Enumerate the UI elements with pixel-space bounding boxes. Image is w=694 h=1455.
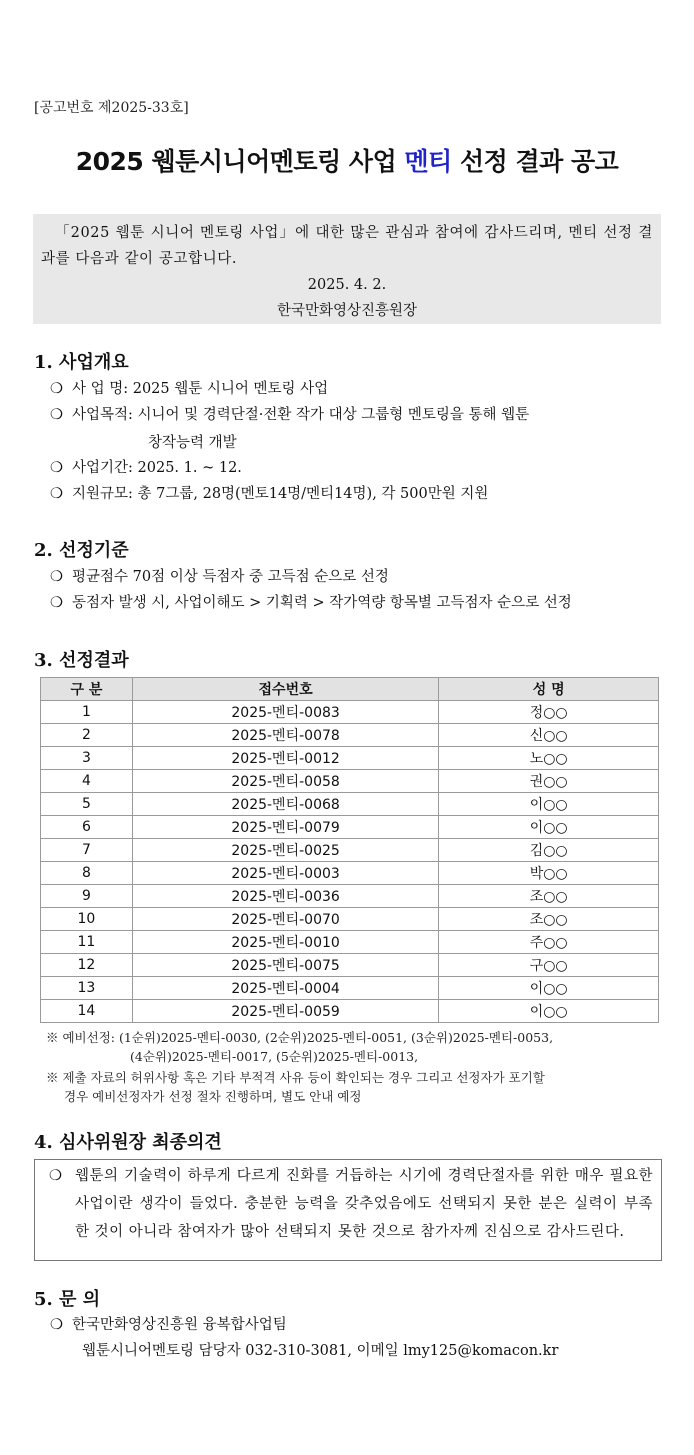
section1-item-text: 사업기간: 2025. 1. ~ 12. [72, 460, 242, 476]
receipt-number: 2025-멘티-0078 [132, 724, 439, 747]
table-row [41, 770, 659, 793]
column-header: 접수번호 [132, 678, 439, 701]
receipt-number: 2025-멘티-0036 [132, 885, 439, 908]
section1-item-text: 지원규모: 총 7그룹, 28명(멘토14명/멘티14명), 각 500만원 지원 [72, 486, 489, 502]
table-row [41, 931, 659, 954]
column-header: 구 분 [41, 678, 133, 701]
row-number: 5 [41, 793, 133, 816]
disqualify-note-continued: 경우 예비선정자가 선정 절차 진행하며, 별도 안내 예정 [64, 1089, 362, 1104]
receipt-number: 2025-멘티-0075 [132, 954, 439, 977]
applicant-name: 이○○ [439, 1000, 659, 1023]
title-highlight: 멘티 [404, 147, 452, 176]
section2-item [50, 591, 572, 615]
section3-heading: 3. 선정결과 [34, 650, 129, 671]
row-number: 10 [41, 908, 133, 931]
results-table [40, 677, 659, 1023]
receipt-number: 2025-멘티-0003 [132, 862, 439, 885]
bullet-circle-icon: ❍ [50, 569, 63, 585]
column-header: 성 명 [439, 678, 659, 701]
applicant-name: 주○○ [439, 931, 659, 954]
section2-item [50, 565, 389, 589]
bullet-circle-icon: ❍ [50, 1317, 63, 1333]
row-number: 4 [41, 770, 133, 793]
title-suffix: 선정 결과 공고 [451, 147, 619, 176]
section4-heading: 4. 심사위원장 최종의견 [34, 1132, 222, 1153]
intro-box [33, 214, 661, 324]
table-row [41, 839, 659, 862]
bullet-circle-icon: ❍ [50, 460, 63, 476]
receipt-number: 2025-멘티-0004 [132, 977, 439, 1000]
row-number: 1 [41, 701, 133, 724]
applicant-name: 김○○ [439, 839, 659, 862]
receipt-number: 2025-멘티-0070 [132, 908, 439, 931]
section1-item [50, 482, 488, 506]
applicant-name: 조○○ [439, 885, 659, 908]
table-row [41, 885, 659, 908]
row-number: 14 [41, 1000, 133, 1023]
bullet-circle-icon: ❍ [50, 407, 63, 423]
section1-item-text: 사 업 명: 2025 웹툰 시니어 멘토링 사업 [72, 381, 329, 397]
row-number: 12 [41, 954, 133, 977]
intro-issuer: 한국만화영상진흥원장 [276, 303, 418, 319]
table-row [41, 1000, 659, 1023]
bullet-circle-icon: ❍ [50, 486, 63, 502]
applicant-name: 정○○ [439, 701, 659, 724]
receipt-number: 2025-멘티-0025 [132, 839, 439, 862]
intro-text: 「2025 웹툰 시니어 멘토링 사업」에 대한 많은 관심과 참여에 감사드리며, 멘티 선정 결과를 다음과 같이 공고합니다. [41, 225, 653, 267]
title-prefix: 2025 웹툰시니어멘토링 사업 [75, 147, 405, 176]
section1-item-text: 사업목적: 시니어 및 경력단절·전환 작가 대상 그룹형 멘토링을 통해 웹툰 [72, 407, 530, 423]
receipt-number: 2025-멘티-0059 [132, 1000, 439, 1023]
applicant-name: 이○○ [439, 793, 659, 816]
reserve-note: ※ 예비선정: (1순위)2025-멘티-0030, (2순위)2025-멘티-0051, (3순위)2025-멘티-0053, [46, 1030, 554, 1045]
bullet-circle-icon: ❍ [50, 381, 63, 397]
applicant-name: 권○○ [439, 770, 659, 793]
applicant-name: 박○○ [439, 862, 659, 885]
table-header-row [41, 678, 659, 701]
row-number: 2 [41, 724, 133, 747]
table-row [41, 816, 659, 839]
section1-heading: 1. 사업개요 [34, 352, 129, 373]
table-row [41, 701, 659, 724]
opinion-text: 웹툰의 기술력이 하루게 다르게 진화를 거듭하는 시기에 경력단절자를 위한 매우 필요한 사업이란 생각이 들었다. 충분한 능력을 갖추었음에도 선택되지 못한 분은 실력이 부족한 것이 아니라 참여자가 많아 선택되지 못한 것으로 참가자께 진심으로 감사드린다. [75, 1168, 653, 1240]
table-row [41, 724, 659, 747]
applicant-name: 노○○ [439, 747, 659, 770]
table-row [41, 954, 659, 977]
table-row [41, 908, 659, 931]
receipt-number: 2025-멘티-0012 [132, 747, 439, 770]
section2-heading: 2. 선정기준 [34, 540, 129, 561]
reserve-note-continued: (4순위)2025-멘티-0017, (5순위)2025-멘티-0013, [130, 1049, 419, 1064]
table-row [41, 747, 659, 770]
page-title [0, 142, 694, 178]
receipt-number: 2025-멘티-0058 [132, 770, 439, 793]
row-number: 8 [41, 862, 133, 885]
row-number: 11 [41, 931, 133, 954]
row-number: 7 [41, 839, 133, 862]
receipt-number: 2025-멘티-0068 [132, 793, 439, 816]
disqualify-note: ※ 제출 자료의 허위사항 혹은 기타 부적격 사유 등이 확인되는 경우 그리고 선정자가 포기할 [46, 1070, 545, 1085]
intro-date: 2025. 4. 2. [307, 277, 387, 293]
opinion-box [34, 1159, 662, 1261]
table-row [41, 793, 659, 816]
applicant-name: 이○○ [439, 977, 659, 1000]
receipt-number: 2025-멘티-0010 [132, 931, 439, 954]
contact-info: 웹툰시니어멘토링 담당자 032-310-3081, 이메일 lmy125@komacon.kr [82, 1343, 559, 1359]
bullet-circle-icon: ❍ [50, 595, 63, 611]
row-number: 6 [41, 816, 133, 839]
applicant-name: 이○○ [439, 816, 659, 839]
section1-item [50, 456, 242, 480]
section5-heading: 5. 문 의 [34, 1289, 101, 1310]
notice-number: [공고번호 제2025-33호] [34, 100, 189, 116]
applicant-name: 조○○ [439, 908, 659, 931]
receipt-number: 2025-멘티-0083 [132, 701, 439, 724]
contact-org [50, 1313, 287, 1337]
section1-item [50, 403, 529, 427]
row-number: 9 [41, 885, 133, 908]
applicant-name: 구○○ [439, 954, 659, 977]
section1-item-continued: 창작능력 개발 [148, 435, 237, 451]
section2-item-text: 동점자 발생 시, 사업이해도 > 기획력 > 작가역량 항목별 고득점자 순으로 선정 [72, 595, 572, 611]
row-number: 3 [41, 747, 133, 770]
receipt-number: 2025-멘티-0079 [132, 816, 439, 839]
section2-item-text: 평균점수 70점 이상 득점자 중 고득점 순으로 선정 [72, 569, 389, 585]
applicant-name: 신○○ [439, 724, 659, 747]
contact-org-text: 한국만화영상진흥원 융복합사업팀 [72, 1317, 287, 1333]
table-row [41, 977, 659, 1000]
section1-item [50, 377, 328, 401]
bullet-circle-icon: ❍ [49, 1168, 62, 1184]
table-row [41, 862, 659, 885]
row-number: 13 [41, 977, 133, 1000]
